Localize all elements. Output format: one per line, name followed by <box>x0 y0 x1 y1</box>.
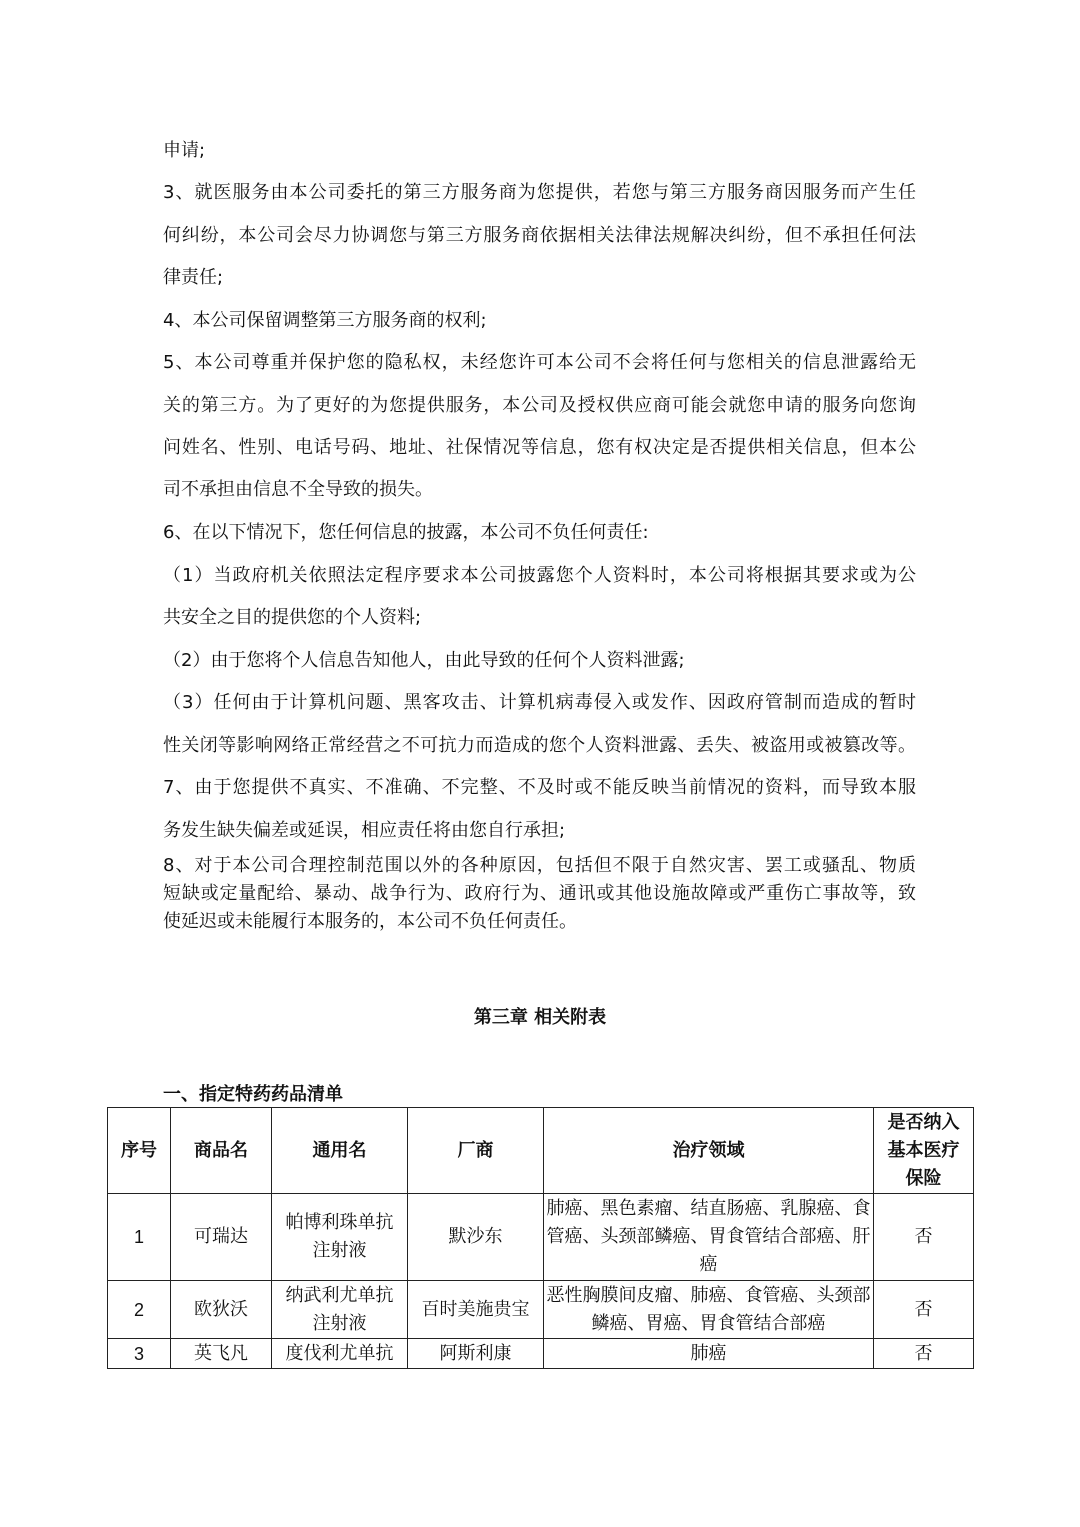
header-brand-name: 商品名 <box>171 1108 272 1194</box>
cell-generic-name: 帕博利珠单抗注射液 <box>272 1194 408 1281</box>
cell-index: 2 <box>108 1281 171 1339</box>
body-line: （2）由于您将个人信息告知他人，由此导致的任何个人资料泄露; <box>163 650 685 671</box>
header-generic-name: 通用名 <box>272 1108 408 1194</box>
body-line: 5、本公司尊重并保护您的隐私权，未经您许可本公司不会将任何与您相关的信息泄露给无 <box>163 352 916 373</box>
body-line: （3）任何由于计算机问题、黑客攻击、计算机病毒侵入或发作、因政府管制而造成的暂时 <box>163 692 916 713</box>
body-line: 申请; <box>163 140 206 161</box>
table-row <box>108 1339 974 1369</box>
body-line: 6、在以下情况下，您任何信息的披露，本公司不负任何责任: <box>163 522 649 543</box>
drug-list-table <box>107 1107 974 1369</box>
cell-manufacturer: 默沙东 <box>408 1194 544 1281</box>
body-line: 何纠纷，本公司会尽力协调您与第三方服务商依据相关法律法规解决纠纷，但不承担任何法 <box>163 225 916 246</box>
body-line: 司不承担由信息不全导致的损失。 <box>163 479 433 500</box>
body-line: 4、本公司保留调整第三方服务商的权利; <box>163 310 487 331</box>
cell-brand-name: 欧狄沃 <box>171 1281 272 1339</box>
body-line: 3、就医服务由本公司委托的第三方服务商为您提供，若您与第三方服务商因服务而产生任 <box>163 182 916 203</box>
cell-manufacturer: 百时美施贵宝 <box>408 1281 544 1339</box>
body-line: 短缺或定量配给、暴动、战争行为、政府行为、通讯或其他设施故障或严重伤亡事故等，致 <box>163 883 916 904</box>
cell-indication: 恶性胸膜间皮瘤、肺癌、食管癌、头颈部鳞癌、胃癌、胃食管结合部癌 <box>544 1281 874 1339</box>
body-line: 关的第三方。为了更好的为您提供服务，本公司及授权供应商可能会就您申请的服务向您询 <box>163 395 916 416</box>
body-line: 性关闭等影响网络正常经营之不可抗力而造成的您个人资料泄露、丢失、被盗用或被篡改等。 <box>163 735 916 756</box>
cell-index: 1 <box>108 1194 171 1281</box>
body-line: 务发生缺失偏差或延误，相应责任将由您自行承担; <box>163 820 566 841</box>
table-header-row <box>108 1108 974 1194</box>
header-indication: 治疗领域 <box>544 1108 874 1194</box>
table-row <box>108 1194 974 1281</box>
cell-brand-name: 可瑞达 <box>171 1194 272 1281</box>
body-line: 共安全之目的提供您的个人资料; <box>163 607 422 628</box>
cell-generic-name: 纳武利尤单抗注射液 <box>272 1281 408 1339</box>
cell-manufacturer: 阿斯利康 <box>408 1339 544 1369</box>
header-insurance: 是否纳入基本医疗保险 <box>874 1108 974 1194</box>
body-line: 问姓名、性别、电话号码、地址、社保情况等信息，您有权决定是否提供相关信息，但本公 <box>163 437 916 458</box>
section-title: 一、指定特药药品清单 <box>163 1084 343 1105</box>
chapter-title: 第三章 相关附表 <box>473 1007 607 1028</box>
cell-insurance: 否 <box>874 1281 974 1339</box>
cell-insurance: 否 <box>874 1194 974 1281</box>
cell-generic-name: 度伐利尤单抗 <box>272 1339 408 1369</box>
table-row <box>108 1281 974 1339</box>
header-index: 序号 <box>108 1108 171 1194</box>
body-line: 律责任; <box>163 267 224 288</box>
body-line: 使延迟或未能履行本服务的，本公司不负任何责任。 <box>163 911 577 932</box>
cell-index: 3 <box>108 1339 171 1369</box>
header-manufacturer: 厂商 <box>408 1108 544 1194</box>
cell-indication: 肺癌、黑色素瘤、结直肠癌、乳腺癌、食管癌、头颈部鳞癌、胃食管结合部癌、肝癌 <box>544 1194 874 1281</box>
body-line: 7、由于您提供不真实、不准确、不完整、不及时或不能反映当前情况的资料，而导致本服 <box>163 777 916 798</box>
body-line: 8、对于本公司合理控制范围以外的各种原因，包括但不限于自然灾害、罢工或骚乱、物质 <box>163 855 916 876</box>
body-line: （1）当政府机关依照法定程序要求本公司披露您个人资料时，本公司将根据其要求或为公 <box>163 565 916 586</box>
cell-brand-name: 英飞凡 <box>171 1339 272 1369</box>
cell-indication: 肺癌 <box>544 1339 874 1369</box>
cell-insurance: 否 <box>874 1339 974 1369</box>
